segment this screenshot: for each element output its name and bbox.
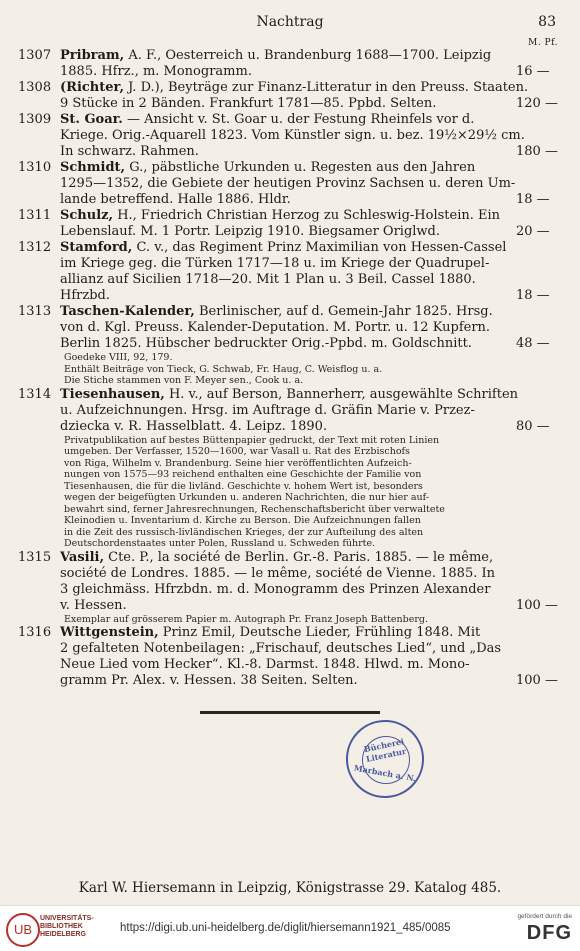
entry-text: C. v., das Regiment Prinz Maximilian von Hessen-Cassel [132, 240, 507, 255]
entry-note: Exemplar auf grösserem Papier m. Autograph Pr. Franz Joseph Battenberg. [64, 613, 428, 625]
catalog-entry [14, 208, 560, 240]
entry-author: Stamford, [60, 240, 133, 255]
institution-line: UNIVERSITÄTS- [40, 915, 94, 922]
page-number: 83 [538, 14, 556, 30]
institution-line: HEIDELBERG [40, 931, 86, 938]
entry-line [60, 272, 560, 288]
entry-text: 1885. Hfrz., m. Monogramm. [60, 64, 252, 79]
stamp-top-text: Bücherei Literatur [363, 735, 407, 765]
entry-line [60, 641, 560, 657]
catalog-entry [14, 625, 560, 689]
entry-text: Cte. P., la société de Berlin. Gr.-8. Paris. 1885. — le même, [103, 549, 494, 565]
catalog-entries [14, 48, 560, 689]
entry-text: allianz auf Sicilien 1718—20. Mit 1 Plan u. 3 Beil. Cassel 1880. [60, 272, 476, 287]
entry-note: Tiesenhausen, die für die livländ. Geschichte v. hohem Wert ist, besonders [64, 480, 423, 492]
funded-by-label: gefördert durch die [517, 913, 572, 920]
entry-text: — Ansicht v. St. Goar u. der Festung Rheinfels vor d. [122, 112, 475, 127]
entry-line [60, 582, 560, 598]
entry-text: lande betreffend. Halle 1886. Hldr. [60, 192, 291, 207]
entry-number: 1310 [18, 160, 52, 175]
entry-text: Lebenslauf. M. 1 Portr. Leipzig 1910. Biegsamer Origlwd. [60, 224, 441, 239]
entry-text: u. Aufzeichnungen. Hrsg. im Auftrage d. Gräfin Marie v. Przez- [60, 402, 475, 418]
entry-author: Wittgenstein, [60, 625, 159, 640]
entry-text: 3 gleichmäss. Hfrzbdn. m. d. Monogramm des Prinzen Alexander [60, 581, 491, 597]
entry-line [60, 224, 560, 240]
library-stamp [346, 720, 424, 798]
entry-line [60, 673, 560, 689]
catalog-entry [14, 48, 560, 80]
entry-line [60, 657, 560, 673]
catalog-entry [14, 387, 560, 550]
entry-line [60, 288, 560, 304]
entry-line [60, 64, 560, 80]
entry-author: Schulz, [60, 208, 114, 223]
entry-line [60, 550, 560, 566]
price-column-header: M. Pf. [528, 38, 558, 48]
entry-note: von Riga, Wilhelm v. Brandenburg. Seine hier veröffentlichten Aufzeich- [64, 457, 412, 469]
entry-text: In schwarz. Rahmen. [60, 144, 199, 159]
divider-rule [200, 711, 380, 714]
entry-text: im Kriege geg. die Türken 1717—18 u. im Kriege der Quadrupel- [60, 256, 490, 271]
entry-line [60, 304, 560, 320]
stamp-bottom-text: Marbach a. N. [353, 762, 417, 784]
entry-line [60, 96, 560, 112]
entry-price: 100 — [516, 597, 558, 613]
entry-line [60, 160, 560, 176]
entry-author: Schmidt, [60, 160, 126, 175]
entry-author: (Richter, [60, 80, 124, 95]
entry-text: H., Friedrich Christian Herzog zu Schleswig-Holstein. Ein [113, 208, 501, 223]
entry-text: société de Londres. 1885. — le même, société de Vienne. 1885. In [60, 565, 495, 581]
entry-price: 80 — [516, 418, 550, 434]
permalink-url[interactable]: https://digi.ub.uni-heidelberg.de/diglit/hiersemann1921_485/0085 [120, 922, 451, 934]
institution-name [40, 915, 94, 939]
entry-number: 1308 [18, 80, 52, 95]
entry-number: 1315 [18, 549, 52, 565]
entry-number: 1312 [18, 240, 52, 255]
entry-note: Deutschordenstaates unter Polen, Russland u. Schweden führte. [64, 538, 376, 549]
catalog-entry [14, 550, 560, 626]
entry-line [60, 80, 560, 96]
entry-number: 1316 [18, 625, 52, 640]
entry-line [60, 625, 560, 641]
entry-line [60, 336, 560, 352]
entry-line [60, 208, 560, 224]
entry-text: von d. Kgl. Preuss. Kalender-Deputation. M. Portr. u. 12 Kupfern. [60, 320, 491, 335]
entry-line [60, 176, 560, 192]
page-title: Nachtrag [256, 14, 324, 30]
catalog-entry [14, 240, 560, 304]
entry-note: nungen von 1575—93 reichend enthalten eine Geschichte der Familie von [64, 469, 422, 480]
entry-text: Prinz Emil, Deutsche Lieder, Frühling 1848. Mit [158, 625, 481, 640]
entry-price: 18 — [516, 192, 550, 207]
entry-price: 120 — [516, 96, 558, 111]
entry-line [60, 419, 560, 435]
entry-text: 2 gefalteten Notenbeilagen: „Frischauf, deutsches Lied“, und „Das [60, 641, 502, 656]
entry-line [60, 566, 560, 582]
entry-text: dziecka v. R. Hasselblatt. 4. Leipz. 1890. [60, 418, 328, 434]
entry-number: 1309 [18, 112, 52, 127]
entry-note: wegen der beigefügten Urkunden u. anderen Nachrichten, die nur hier auf- [64, 492, 430, 503]
catalog-entry [14, 304, 560, 387]
entry-note: Privatpublikation auf bestes Büttenpapier gedruckt, der Text mit roten Linien [64, 434, 440, 446]
entry-author: Vasili, [60, 549, 104, 565]
entry-text: J. D.), Beyträge zur Finanz-Litteratur in den Preuss. Staaten. [123, 80, 529, 95]
university-library-logo[interactable]: UB [6, 913, 40, 947]
entry-text: Neue Lied vom Hecker“. Kl.-8. Darmst. 1848. Hlwd. m. Mono- [60, 657, 470, 672]
entry-author: Tiesenhausen, [60, 386, 165, 402]
entry-text: A. F., Oesterreich u. Brandenburg 1688—1700. Leipzig [124, 48, 492, 63]
entry-line [60, 240, 560, 256]
entry-line [60, 256, 560, 272]
entry-text: 1295—1352, die Gebiete der heutigen Provinz Sachsen u. deren Um- [60, 176, 516, 191]
entry-note: umgeben. Der Verfasser, 1520—1600, war Vasall u. Rat des Erzbischofs [64, 446, 410, 457]
entry-price: 48 — [516, 336, 550, 351]
catalog-entry [14, 160, 560, 208]
entry-number: 1314 [18, 386, 52, 402]
entry-line [60, 48, 560, 64]
entry-author: Pribram, [60, 48, 125, 63]
entry-price: 18 — [516, 288, 550, 303]
dfg-logo[interactable]: DFG [526, 922, 572, 944]
entry-author: St. Goar. [60, 112, 123, 127]
entry-number: 1311 [18, 208, 52, 223]
entry-text: Berlinischer, auf d. Gemein-Jahr 1825. Hrsg. [194, 304, 493, 319]
entry-price: 100 — [516, 673, 558, 688]
entry-line [60, 192, 560, 208]
page-header [0, 14, 580, 36]
entry-text: Berlin 1825. Hübscher bedruckter Orig.-Ppbd. m. Goldschnitt. [60, 336, 472, 351]
entry-note: Kleinodien u. Inventarium d. Kirche zu Berson. Die Aufzeichnungen fallen [64, 515, 421, 526]
institution-line: BIBLIOTHEK [40, 923, 83, 930]
entry-text: v. Hessen. [60, 597, 127, 613]
entry-text: 9 Stücke in 2 Bänden. Frankfurt 1781—85. Ppbd. Selten. [60, 96, 437, 111]
entry-price: 180 — [516, 144, 558, 159]
entry-price: 20 — [516, 224, 550, 239]
entry-text: G., päbstliche Urkunden u. Regesten aus den Jahren [125, 160, 476, 175]
viewer-bar [0, 905, 580, 951]
entry-price: 16 — [516, 64, 550, 79]
entry-text: Kriege. Orig.-Aquarell 1823. Vom Künstler sign. u. bez. 19½×29½ cm. [60, 128, 525, 143]
entry-line [60, 387, 560, 403]
entry-note: Die Stiche stammen von F. Meyer sen., Cook u. a. [64, 375, 304, 386]
catalog-entry [14, 112, 560, 160]
entry-line [60, 403, 560, 419]
entry-note: bewahrt sind, ferner Jahresrechnungen, Rechenschaftsbericht über verwaltete [64, 503, 445, 515]
entry-line [60, 128, 560, 144]
entry-number: 1307 [18, 48, 52, 63]
entry-line [60, 144, 560, 160]
entry-number: 1313 [18, 304, 52, 319]
entry-text: gramm Pr. Alex. v. Hessen. 38 Seiten. Selten. [60, 673, 358, 688]
entry-text: H. v., auf Berson, Bannerherr, ausgewählte Schriften [164, 386, 519, 402]
entry-line [60, 112, 560, 128]
entry-line [60, 320, 560, 336]
entry-author: Taschen-Kalender, [60, 304, 195, 319]
entry-note: Enthält Beiträge von Tieck, G. Schwab, Fr. Haug, C. Weisflog u. a. [64, 363, 383, 375]
catalog-entry [14, 80, 560, 112]
entry-line [60, 598, 560, 614]
entry-text: Hfrzbd. [60, 288, 110, 303]
entry-note: Goedeke VIII, 92, 179. [64, 352, 173, 363]
page-footer: Karl W. Hiersemann in Leipzig, Königstrasse 29. Katalog 485. [78, 880, 502, 896]
entry-note: in die Zeit des russisch-livländischen Krieges, der zur Aufteilung des alten [64, 526, 424, 538]
